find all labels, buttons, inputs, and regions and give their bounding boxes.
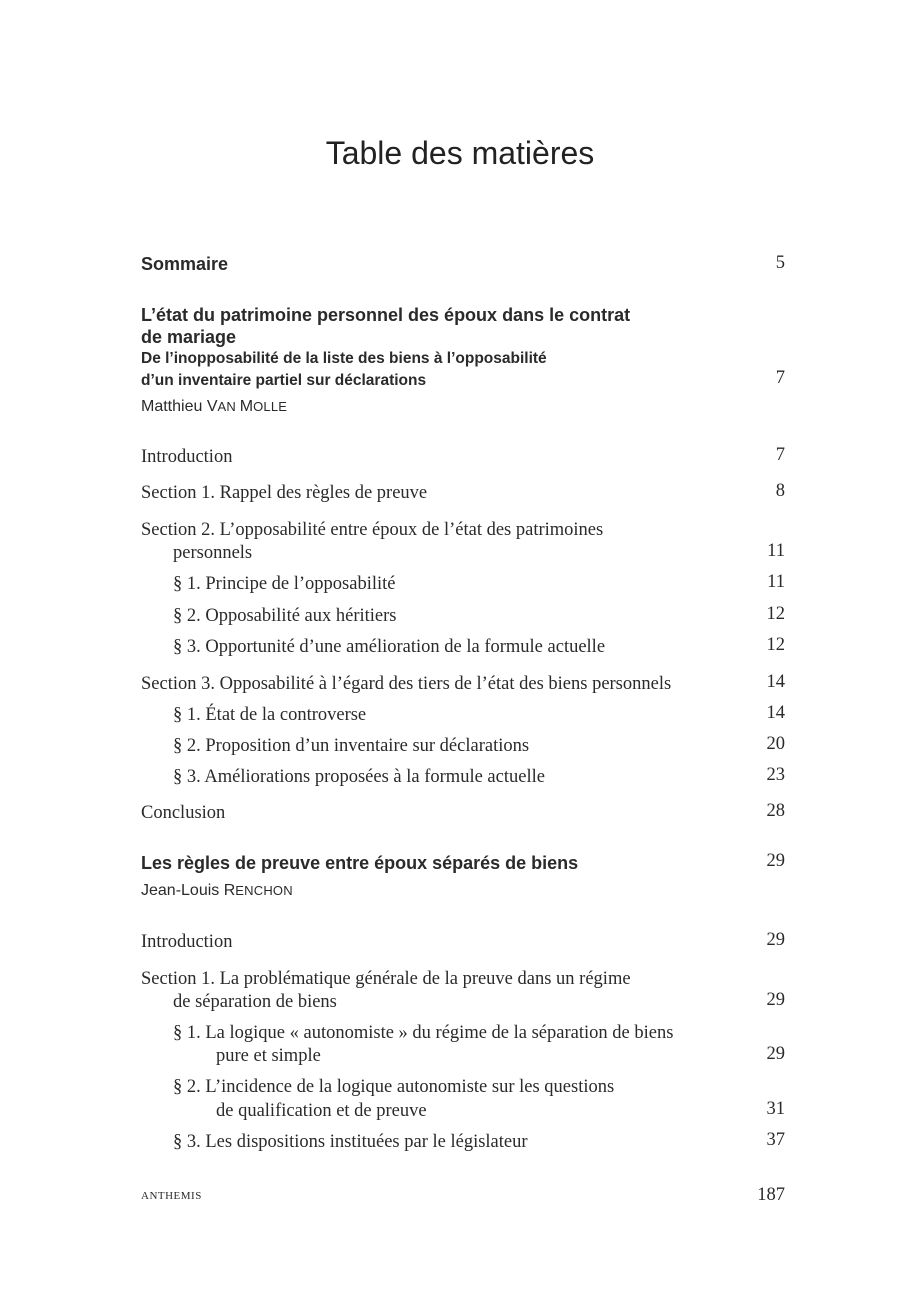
author-smallcaps: AN [217, 399, 240, 414]
toc-entry-continued[interactable]: personnels [173, 543, 253, 563]
author-smallcaps: ENCHON [235, 883, 293, 898]
toc-entry-page: 29 [766, 1044, 785, 1064]
toc-sommaire-page: 5 [775, 253, 785, 273]
toc-subentry[interactable]: § 1. Principe de l’opposabilité [173, 574, 396, 594]
toc-subentry[interactable]: § 3. Les dispositions instituées par le législateur [173, 1132, 528, 1152]
toc-entry[interactable]: Section 1. Rappel des règles de preuve [141, 483, 428, 503]
footer-publisher: ANTHEMIS [141, 1190, 202, 1202]
toc-subentry-continued[interactable]: pure et simple [216, 1046, 321, 1066]
toc-entry-page: 29 [766, 930, 785, 950]
toc-entry-page: 14 [766, 703, 785, 723]
toc-entry-page: 11 [767, 541, 785, 561]
toc-entry-page: 37 [766, 1130, 785, 1150]
author-initial: M [239, 398, 254, 415]
author-initial: V [206, 398, 218, 415]
toc-entry-page: 20 [766, 734, 785, 754]
toc-subentry[interactable]: § 2. Opposabilité aux héritiers [173, 606, 397, 626]
article1-title-line2[interactable]: de mariage [141, 327, 237, 347]
toc-entry-page: 23 [766, 765, 785, 785]
article1-page: 7 [775, 368, 785, 388]
toc-subentry[interactable]: § 3. Opportunité d’une amélioration de la formule actuelle [173, 637, 606, 657]
article1-subtitle-line1: De l’inopposabilité de la liste des biens à l’opposabilité [141, 350, 547, 367]
toc-subentry[interactable]: § 2. L’incidence de la logique autonomiste sur les questions [173, 1077, 615, 1097]
toc-entry-page: 31 [766, 1099, 785, 1119]
article1-title-line1[interactable]: L’état du patrimoine personnel des époux dans le contrat [141, 305, 631, 325]
toc-entry-page: 7 [775, 445, 785, 465]
footer-page-number: 187 [757, 1185, 785, 1205]
author-first-name: Matthieu [141, 398, 207, 415]
author-smallcaps: OLLE [253, 399, 288, 414]
article1-subtitle-line2: d’un inventaire partiel sur déclarations [141, 372, 427, 389]
article2-author [141, 882, 293, 900]
toc-entry-continued[interactable]: de séparation de biens [173, 992, 337, 1012]
page-title: Table des matières [325, 135, 595, 171]
toc-subentry[interactable]: § 1. La logique « autonomiste » du régime de la séparation de biens [173, 1023, 674, 1043]
toc-entry-page: 11 [767, 572, 785, 592]
toc-entry-page: 28 [766, 801, 785, 821]
toc-entry[interactable]: Section 1. La problématique générale de la preuve dans un régime [141, 969, 631, 989]
toc-entry[interactable]: Introduction [141, 447, 233, 467]
toc-entry[interactable]: Section 3. Opposabilité à l’égard des tiers de l’état des biens personnels [141, 674, 672, 694]
toc-entry-page: 14 [766, 672, 785, 692]
toc-entry[interactable]: Section 2. L’opposabilité entre époux de l’état des patrimoines [141, 520, 604, 540]
toc-subentry[interactable]: § 1. État de la controverse [173, 705, 367, 725]
toc-entry-page: 29 [766, 990, 785, 1010]
author-initial: R [223, 882, 236, 899]
author-first-name: Jean-Louis [141, 882, 224, 899]
article2-page: 29 [766, 851, 785, 871]
toc-subentry[interactable]: § 3. Améliorations proposées à la formule actuelle [173, 767, 545, 787]
toc-entry[interactable]: Introduction [141, 932, 233, 952]
article2-title[interactable]: Les règles de preuve entre époux séparés de biens [141, 853, 579, 873]
toc-entry-page: 12 [766, 604, 785, 624]
toc-sommaire-label[interactable]: Sommaire [141, 254, 229, 274]
toc-entry-page: 8 [775, 481, 785, 501]
toc-entry[interactable]: Conclusion [141, 803, 226, 823]
toc-subentry[interactable]: § 2. Proposition d’un inventaire sur déclarations [173, 736, 530, 756]
toc-subentry-continued[interactable]: de qualification et de preuve [216, 1101, 427, 1121]
toc-entry-page: 12 [766, 635, 785, 655]
article1-author [141, 398, 287, 416]
